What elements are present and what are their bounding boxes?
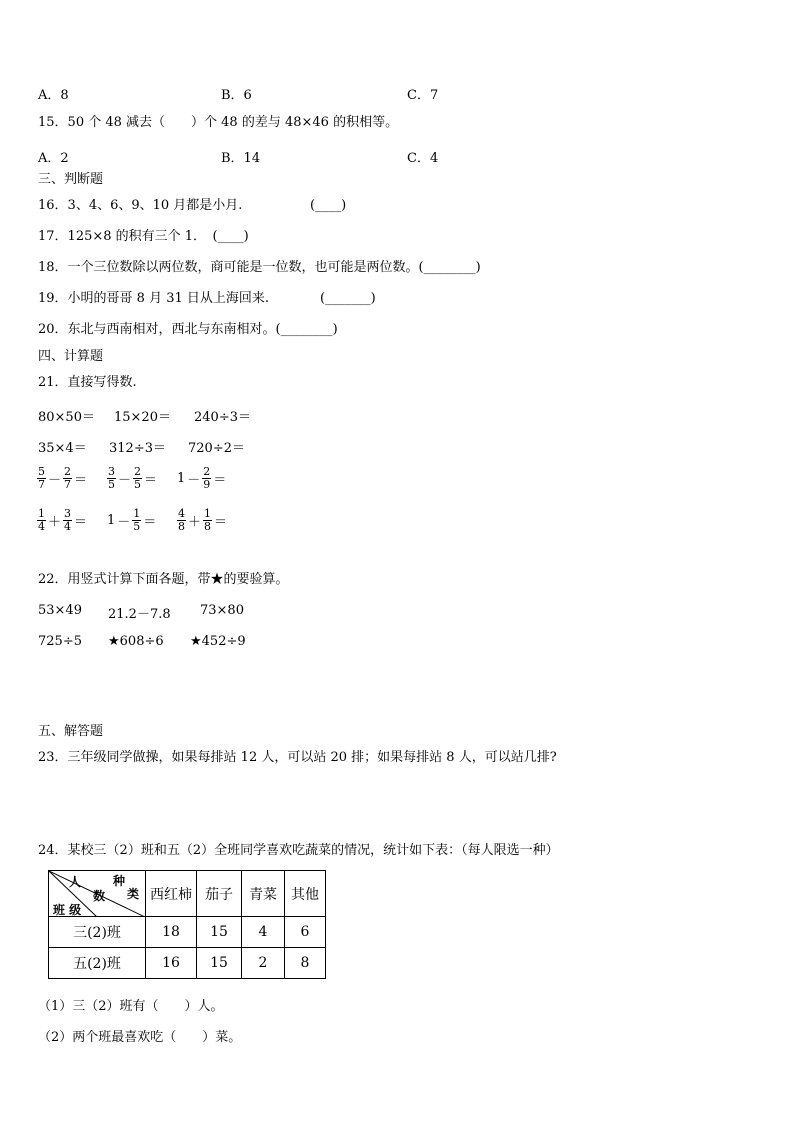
q21-item-3: 240÷3＝ xyxy=(194,410,251,425)
q22-item-2: 21.2－7.8 xyxy=(108,607,171,622)
q15-option-b: B．14 xyxy=(221,151,261,166)
q22-item-5: ★608÷6 xyxy=(108,634,164,649)
table-row xyxy=(49,948,326,979)
table-cell: 2 xyxy=(242,948,285,979)
q21-item-1: 80×50＝ xyxy=(38,410,95,425)
q21-fraction-expr-2: $\frac{3}{5}$ － $\frac{2}{5}$ ＝ xyxy=(108,465,158,491)
row-label: 三(2)班 xyxy=(49,917,146,948)
q14-option-c: C．7 xyxy=(407,88,439,103)
q21-item-6: 720÷2＝ xyxy=(188,441,245,456)
column-header: 青菜 xyxy=(242,871,285,917)
q21-item-4: 35×4＝ xyxy=(38,441,87,456)
q24-question: 24．某校三（2）班和五（2）全班同学喜欢吃蔬菜的情况，统计如下表：（每人限选一种） xyxy=(38,843,559,858)
q14-option-a: A．8 xyxy=(38,88,69,103)
table-cell: 15 xyxy=(197,948,242,979)
table-cell: 18 xyxy=(146,917,197,948)
q18-question: 18．一个三位数除以两位数，商可能是一位数，也可能是两位数。(________) xyxy=(38,260,481,275)
q21-fraction-expr-5: 1 － $\frac{1}{5}$ ＝ xyxy=(107,507,157,533)
table-cell: 15 xyxy=(197,917,242,948)
q16-question: 16．3、4、6、9、10 月都是小月. xyxy=(38,198,243,213)
q24-sub-question-1: （1）三（2）班有（ ）人。 xyxy=(38,999,224,1014)
table-cell: 16 xyxy=(146,948,197,979)
q19-blank: (_______) xyxy=(320,291,376,306)
column-header: 茄子 xyxy=(197,871,242,917)
q23-question: 23．三年级同学做操，如果每排站 12 人，可以站 20 排；如果每排站 8 人，可以站几排? xyxy=(38,750,557,765)
row-label: 五(2)班 xyxy=(49,948,146,979)
q22-item-3: 73×80 xyxy=(200,603,244,618)
q15-option-c: C．4 xyxy=(407,151,439,166)
column-header: 其他 xyxy=(285,871,326,917)
q24-sub-question-2: （2）两个班最喜欢吃（ ）菜。 xyxy=(38,1030,242,1045)
table-cell: 4 xyxy=(242,917,285,948)
q14-option-b: B．6 xyxy=(221,88,252,103)
table-cell: 6 xyxy=(285,917,326,948)
section-4-title: 四、计算题 xyxy=(38,349,104,364)
table-row xyxy=(49,917,326,948)
q21-fraction-expr-4: $\frac{1}{4}$ ＋ $\frac{3}{4}$ ＝ xyxy=(38,507,88,533)
q21-fraction-expr-3: 1 － $\frac{2}{9}$ ＝ xyxy=(177,465,227,491)
q21-question: 21．直接写得数. xyxy=(38,375,137,390)
table-header-corner: 人 数 种 类 班 级 xyxy=(49,871,146,917)
vegetable-stat-table xyxy=(48,870,326,979)
q22-question: 22．用竖式计算下面各题，带★的要验算。 xyxy=(38,572,289,587)
q19-question: 19．小明的哥哥 8 月 31 日从上海回来. xyxy=(38,291,270,306)
q15-option-a: A．2 xyxy=(38,151,69,166)
q15-question: 15．50 个 48 减去（ ）个 48 的差与 48×46 的积相等。 xyxy=(38,115,399,130)
section-3-title: 三、判断题 xyxy=(38,172,104,187)
q21-item-2: 15×20＝ xyxy=(114,410,171,425)
section-5-title: 五、解答题 xyxy=(38,724,104,739)
q21-fraction-expr-1: $\frac{5}{7}$ － $\frac{2}{7}$ ＝ xyxy=(38,465,88,491)
q22-item-6: ★452÷9 xyxy=(190,634,246,649)
table-cell: 8 xyxy=(285,948,326,979)
column-header: 西红柿 xyxy=(146,871,197,917)
q21-item-5: 312÷3＝ xyxy=(109,441,166,456)
q22-item-1: 53×49 xyxy=(38,603,82,618)
q16-blank: (____) xyxy=(310,198,347,213)
q17-question: 17．125×8 的积有三个 1． (____) xyxy=(38,229,249,244)
q22-item-4: 725÷5 xyxy=(38,634,82,649)
q20-question: 20．东北与西南相对，西北与东南相对。(________) xyxy=(38,322,338,337)
q21-fraction-expr-6: $\frac{4}{8}$ ＋ $\frac{1}{8}$ ＝ xyxy=(178,507,228,533)
